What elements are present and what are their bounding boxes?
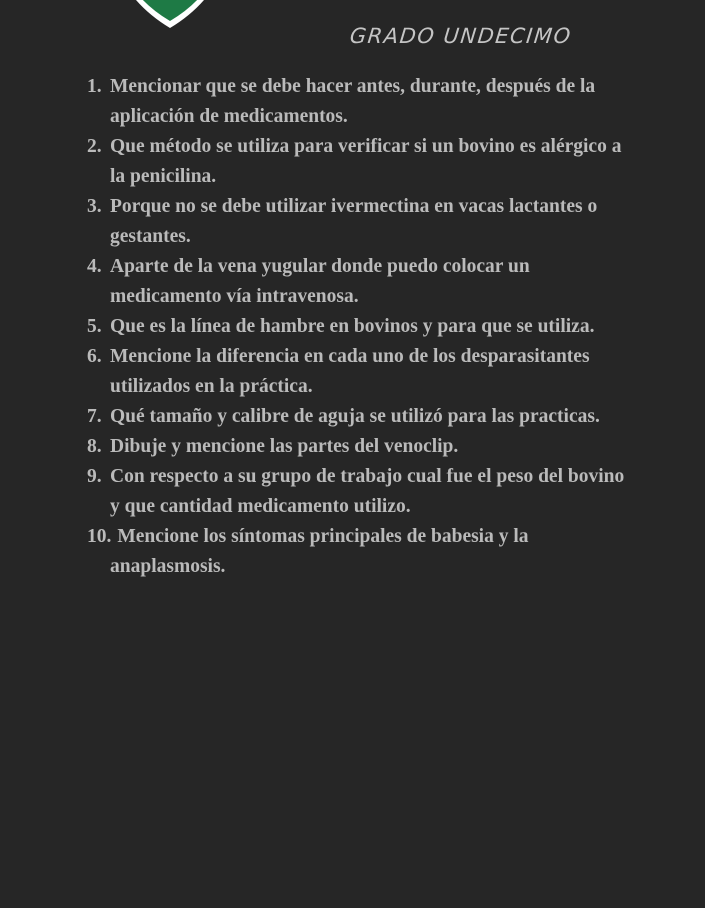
question-number: 10. [87,526,112,547]
question-number: 8. [87,436,102,457]
question-text: Que es la línea de hambre en bovinos y para que se utiliza. [110,316,595,337]
question-number: 4. [87,256,102,277]
school-shield-logo-icon [130,0,210,30]
question-number: 9. [87,466,102,487]
question-item [87,252,627,312]
question-number: 5. [87,316,102,337]
question-list [87,72,627,582]
question-number: 1. [87,76,102,97]
question-text: Aparte de la vena yugular donde puedo colocar un medicamento vía intravenosa. [110,256,530,307]
question-item [87,312,627,342]
question-text: Mencionar que se debe hacer antes, durante, después de la aplicación de medicamentos. [110,76,596,127]
question-number: 6. [87,346,102,367]
question-text: Mencione la diferencia en cada uno de los desparasitantes utilizados en la práctica. [110,346,590,397]
question-text: Que método se utiliza para verificar si un bovino es alérgico a la penicilina. [110,136,622,187]
question-item [87,342,627,402]
question-text: Con respecto a su grupo de trabajo cual fue el peso del bovino y que cantidad medicamento utilizo. [110,466,625,517]
question-text: Porque no se debe utilizar ivermectina en vacas lactantes o gestantes. [110,196,598,247]
question-item [87,432,627,462]
question-number: 2. [87,136,102,157]
header-title-partial [330,0,580,4]
question-item [87,402,627,432]
question-item [87,72,627,132]
question-item [87,192,627,252]
question-text: Qué tamaño y calibre de aguja se utilizó para las practicas. [110,406,600,427]
question-item [87,462,627,522]
grade-title: GRADO UNDECIMO [348,24,573,48]
question-number: 3. [87,196,102,217]
question-item [87,522,627,582]
question-item [87,132,627,192]
question-text: Dibuje y mencione las partes del venoclip. [110,436,459,457]
question-number: 7. [87,406,102,427]
question-text: Mencione los síntomas principales de babesia y la anaplasmosis. [110,526,529,577]
